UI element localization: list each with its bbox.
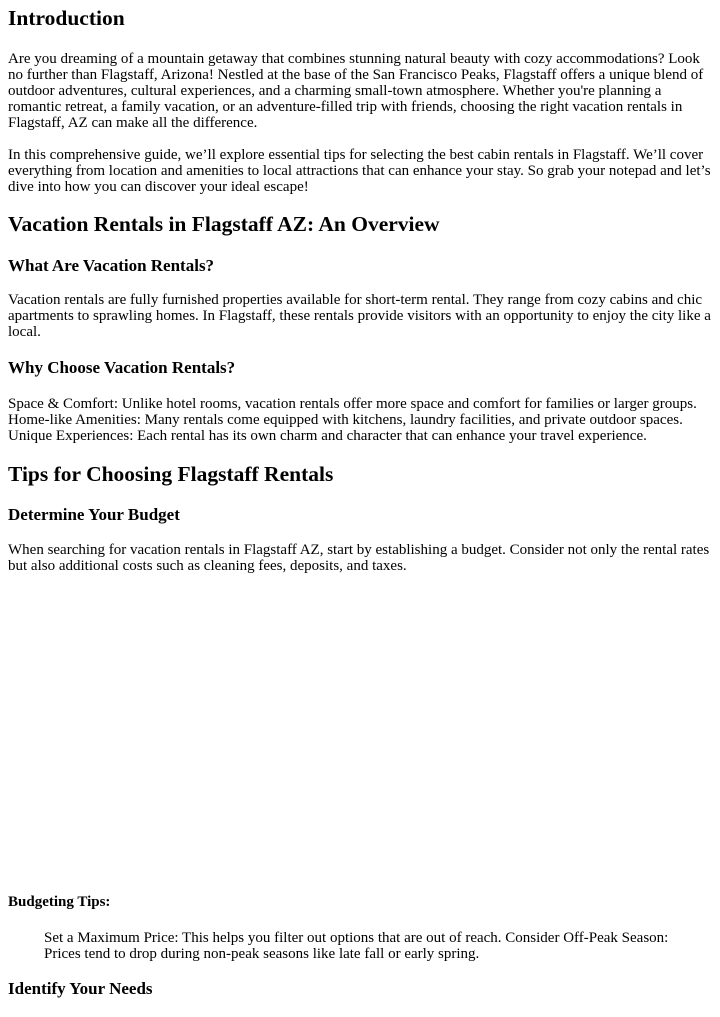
needs-heading: Identify Your Needs (8, 979, 153, 998)
budget-tips-heading: Budgeting Tips: (8, 894, 111, 910)
what-heading: What Are Vacation Rentals? (8, 256, 215, 275)
intro-paragraph-1: Are you dreaming of a mountain getaway that combines stunning natural beauty with cozy accommodations? Look no further than Flagstaff, Arizona! Nestled at the base of the San Francisco Peaks, Flagstaff offers a unique blend of outdoor adventures, cultural experiences, and a charming small-town atmosphere. Whether you're planning a romantic retreat, a family vacation, or an adventure-filled trip with friends, choosing the right vacation rentals in Flagstaff, AZ can make all the difference. (8, 51, 704, 131)
what-paragraph: Vacation rentals are fully furnished properties available for short-term rental. They range from cozy cabins and chic apartments to sprawling homes. In Flagstaff, these rentals provide visitors with an opportunity to enjoy the city like a local. (8, 292, 711, 340)
intro-paragraph-2: In this comprehensive guide, we’ll explore essential tips for selecting the best cabin rentals in Flagstaff. We’ll cover everything from location and amenities to local attractions that can enhance your stay. So grab your notepad and let’s dive into how you can discover your ideal escape! (8, 147, 711, 195)
tips-heading: Tips for Choosing Flagstaff Rentals (8, 462, 334, 486)
image-placeholder (8, 582, 712, 882)
budget-paragraph: When searching for vacation rentals in Flagstaff AZ, start by establishing a budget. Consider not only the rental rates but also additional costs such as cleaning fees, deposits, and taxes. (8, 542, 710, 574)
intro-heading: Introduction (8, 6, 125, 30)
why-heading: Why Choose Vacation Rentals? (8, 358, 236, 377)
budget-heading: Determine Your Budget (8, 505, 180, 524)
budget-tips-quote: Set a Maximum Price: This helps you filter out options that are out of reach. Consider Off-Peak Season: Prices tend to drop during non-peak seasons like late fall or early spring. (44, 930, 669, 962)
why-paragraph: Space & Comfort: Unlike hotel rooms, vacation rentals offer more space and comfort for families or larger groups. Home-like Amenities: Many rentals come equipped with kitchens, laundry facilities, and private outdoor spaces. Unique Experiences: Each rental has its own charm and character that can enhance your travel experience. (8, 396, 697, 444)
overview-heading: Vacation Rentals in Flagstaff AZ: An Overview (8, 212, 440, 236)
